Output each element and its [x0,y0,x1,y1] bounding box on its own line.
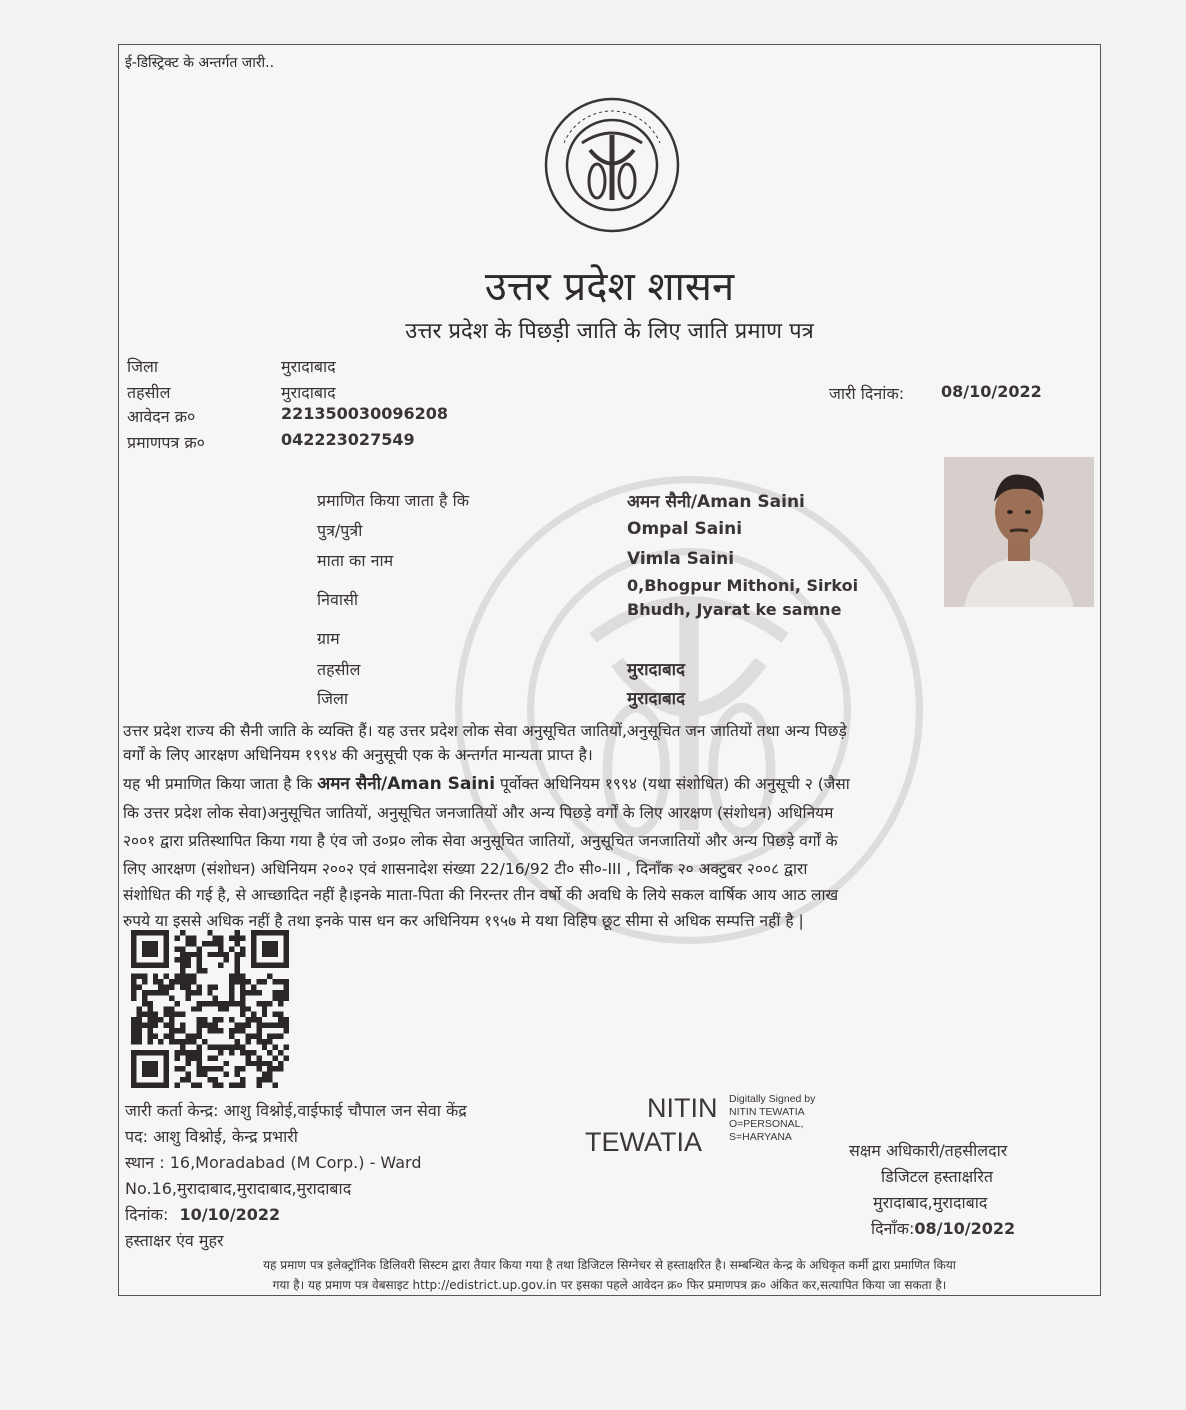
qr-code [131,930,289,1088]
detail-label-parent: पुत्र/पुत्री [317,521,363,540]
paragraph2-name: अमन सैनी/Aman Saini [317,774,496,794]
meta-value-tehsil: मुरादाबाद [281,383,336,402]
certificate-frame [118,44,1101,1296]
footer-line2: गया है। यह प्रमाण पत्र वेबसाइट http://edistrict.up.gov.in पर इसका पहले आवेदन क्र० फिर प्रमाणपत्र क्र० अंकित कर,सत्यापित किया जा सकता है। [272,1278,947,1292]
paragraph2-line1 [123,771,850,794]
signature-meta: Digitally Signed by NITIN TEWATIA O=PERSONAL, S=HARYANA [729,1093,816,1143]
up-government-emblem-icon [542,95,682,235]
issue-date-label: जारी दिनांक: [829,384,905,403]
authority-line3: मुरादाबाद,मुरादाबाद [873,1193,988,1212]
issuer-place-label: स्थान : [125,1153,165,1172]
issue-date: 08/10/2022 [941,382,1042,401]
detail-label-resident: निवासी [317,590,359,609]
detail-value-resident-line1: 0,Bhogpur Mithoni, Sirkoi [627,576,859,595]
issuer-sign-label: हस्ताक्षर एंव मुहर [125,1231,224,1250]
footer-line1: यह प्रमाण पत्र इलेक्ट्रॉनिक डिलिवरी सिस्टम द्वारा तैयार किया गया है तथा डिजिटल सिग्नेचर से हस्ताक्षरित है। सम्बन्धित केन्द्र के अधिकृत कर्मी द्वारा प्रमाणित किया [263,1258,956,1272]
signature-name-line2: TEWATIA [585,1127,702,1157]
detail-value-mother: Vimla Saini [627,549,735,569]
issuer-centre-value: आशु विश्नोई,वाईफाई चौपाल जन सेवा केंद्र [223,1101,467,1120]
footer-note [119,1255,1100,1295]
authority-date-label: दिनाँक: [871,1219,915,1238]
meta-label-tehsil: तहसील [127,383,171,402]
applicant-photo [944,457,1094,607]
meta-label-application-no: आवेदन क्र० [127,407,196,426]
issuer-post [125,1125,298,1147]
meta-label-certificate-no: प्रमाणपत्र क्र० [127,433,205,452]
issuer-centre [125,1099,467,1121]
authority-date [871,1217,1015,1239]
paragraph2-line6: रुपये या इससे अधिक नहीं है तथा इनके पास धन कर अधिनियम १९५७ मे यथा विहिप छूट सीमा से अधिक सम्पत्ति नहीं है | [123,912,804,930]
paragraph2-line5: संशोधित की गई है, से आच्छादित नहीं है।इनके माता-पिता की निरन्तर तीन वर्षो की अवधि के लिये सकल वार्षिक आय आठ लाख [123,886,839,904]
meta-value-certificate-no: 042223027549 [281,430,415,449]
issuer-centre-label: जारी कर्ता केन्द्र: [125,1101,219,1120]
person-photo-icon [944,457,1094,607]
detail-label-certified: प्रमाणित किया जाता है कि [317,491,470,510]
authority-line1: सक्षम अधिकारी/तहसीलदार [849,1141,1008,1160]
meta-value-district: मुरादाबाद [281,357,336,376]
signature-name-line1: NITIN [647,1093,718,1123]
detail-value-parent: Ompal Saini [627,519,743,539]
issuer-post-label: पद: [125,1127,148,1146]
issuer-place-line1: 16,Moradabad (M Corp.) - Ward [169,1153,422,1172]
paragraph2-line3: २००१ द्वारा प्रतिस्थापित किया गया है एंव जो उ०प्र० लोक सेवा अनुसूचित जातियों, अनुसूचित जनजातियों और अन्य पिछड़े वर्गों के [123,832,838,850]
authority-date-value: 08/10/2022 [914,1219,1016,1238]
issuer-post-value: आशु विश्नोई, केन्द्र प्रभारी [153,1127,298,1146]
detail-value-district: मुरादाबाद [627,689,686,709]
detail-value-tehsil: मुरादाबाद [627,660,686,680]
paragraph2-line2: कि उत्तर प्रदेश लोक सेवा)अनुसूचित जातियों, अनुसूचित जनजातियों और अन्य पिछड़े वर्गों के लिए आरक्षण (संशोधन) अधिनियम [123,804,834,822]
paragraph1-line2: वर्गों के लिए आरक्षण अधिनियम १९९४ की अनुसूची एक के अन्तर्गत मान्यता प्राप्त है। [123,746,593,764]
certificate-subtitle: उत्तर प्रदेश के पिछड़ी जाति के लिए जाति प्रमाण पत्र [405,319,814,344]
meta-value-application-no: 221350030096208 [281,404,448,423]
authority-line2: डिजिटल हस्ताक्षरित [881,1167,993,1186]
issuer-date-value: 10/10/2022 [179,1205,281,1224]
detail-label-village: ग्राम [317,629,340,648]
paragraph1-line1: उत्तर प्रदेश राज्य की सैनी जाति के व्यक्ति हैं। यह उत्तर प्रदेश लोक सेवा अनुसूचित जातियों,अनुसूचित जन जातियों तथा अन्य पिछड़े [123,722,847,740]
issuer-date-label: दिनांक: [125,1205,169,1224]
detail-label-mother: माता का नाम [317,551,394,570]
paragraph2-rest: पूर्वोक्त अधिनियम १९९४ (यथा संशोधित) की अनुसूची २ (जैसा [495,775,850,793]
issuer-place [125,1151,421,1173]
detail-label-tehsil: तहसील [317,660,361,679]
issuer-date [125,1203,280,1225]
detail-value-name: अमन सैनी/Aman Saini [627,492,805,512]
detail-value-resident-line2: Bhudh, Jyarat ke samne [627,600,842,619]
page-title: उत्तर प्रदेश शासन [484,264,735,310]
issuer-place-line2: No.16,मुरादाबाद,मुरादाबाद,मुरादाबाद [125,1179,352,1198]
paragraph2-prefix: यह भी प्रमाणित किया जाता है कि [123,775,318,793]
detail-label-district: जिला [317,689,349,708]
header-note: ई-डिस्ट्रिक्ट के अन्तर्गत जारी.. [125,55,275,71]
meta-label-district: जिला [127,357,159,376]
paragraph2-line4: लिए आरक्षण (संशोधन) अधिनियम २००२ एवं शासनादेश संख्या 22/16/92 टी० सी०-III , दिनाँक २० अक्टुबर २००८ द्वारा [123,860,808,878]
